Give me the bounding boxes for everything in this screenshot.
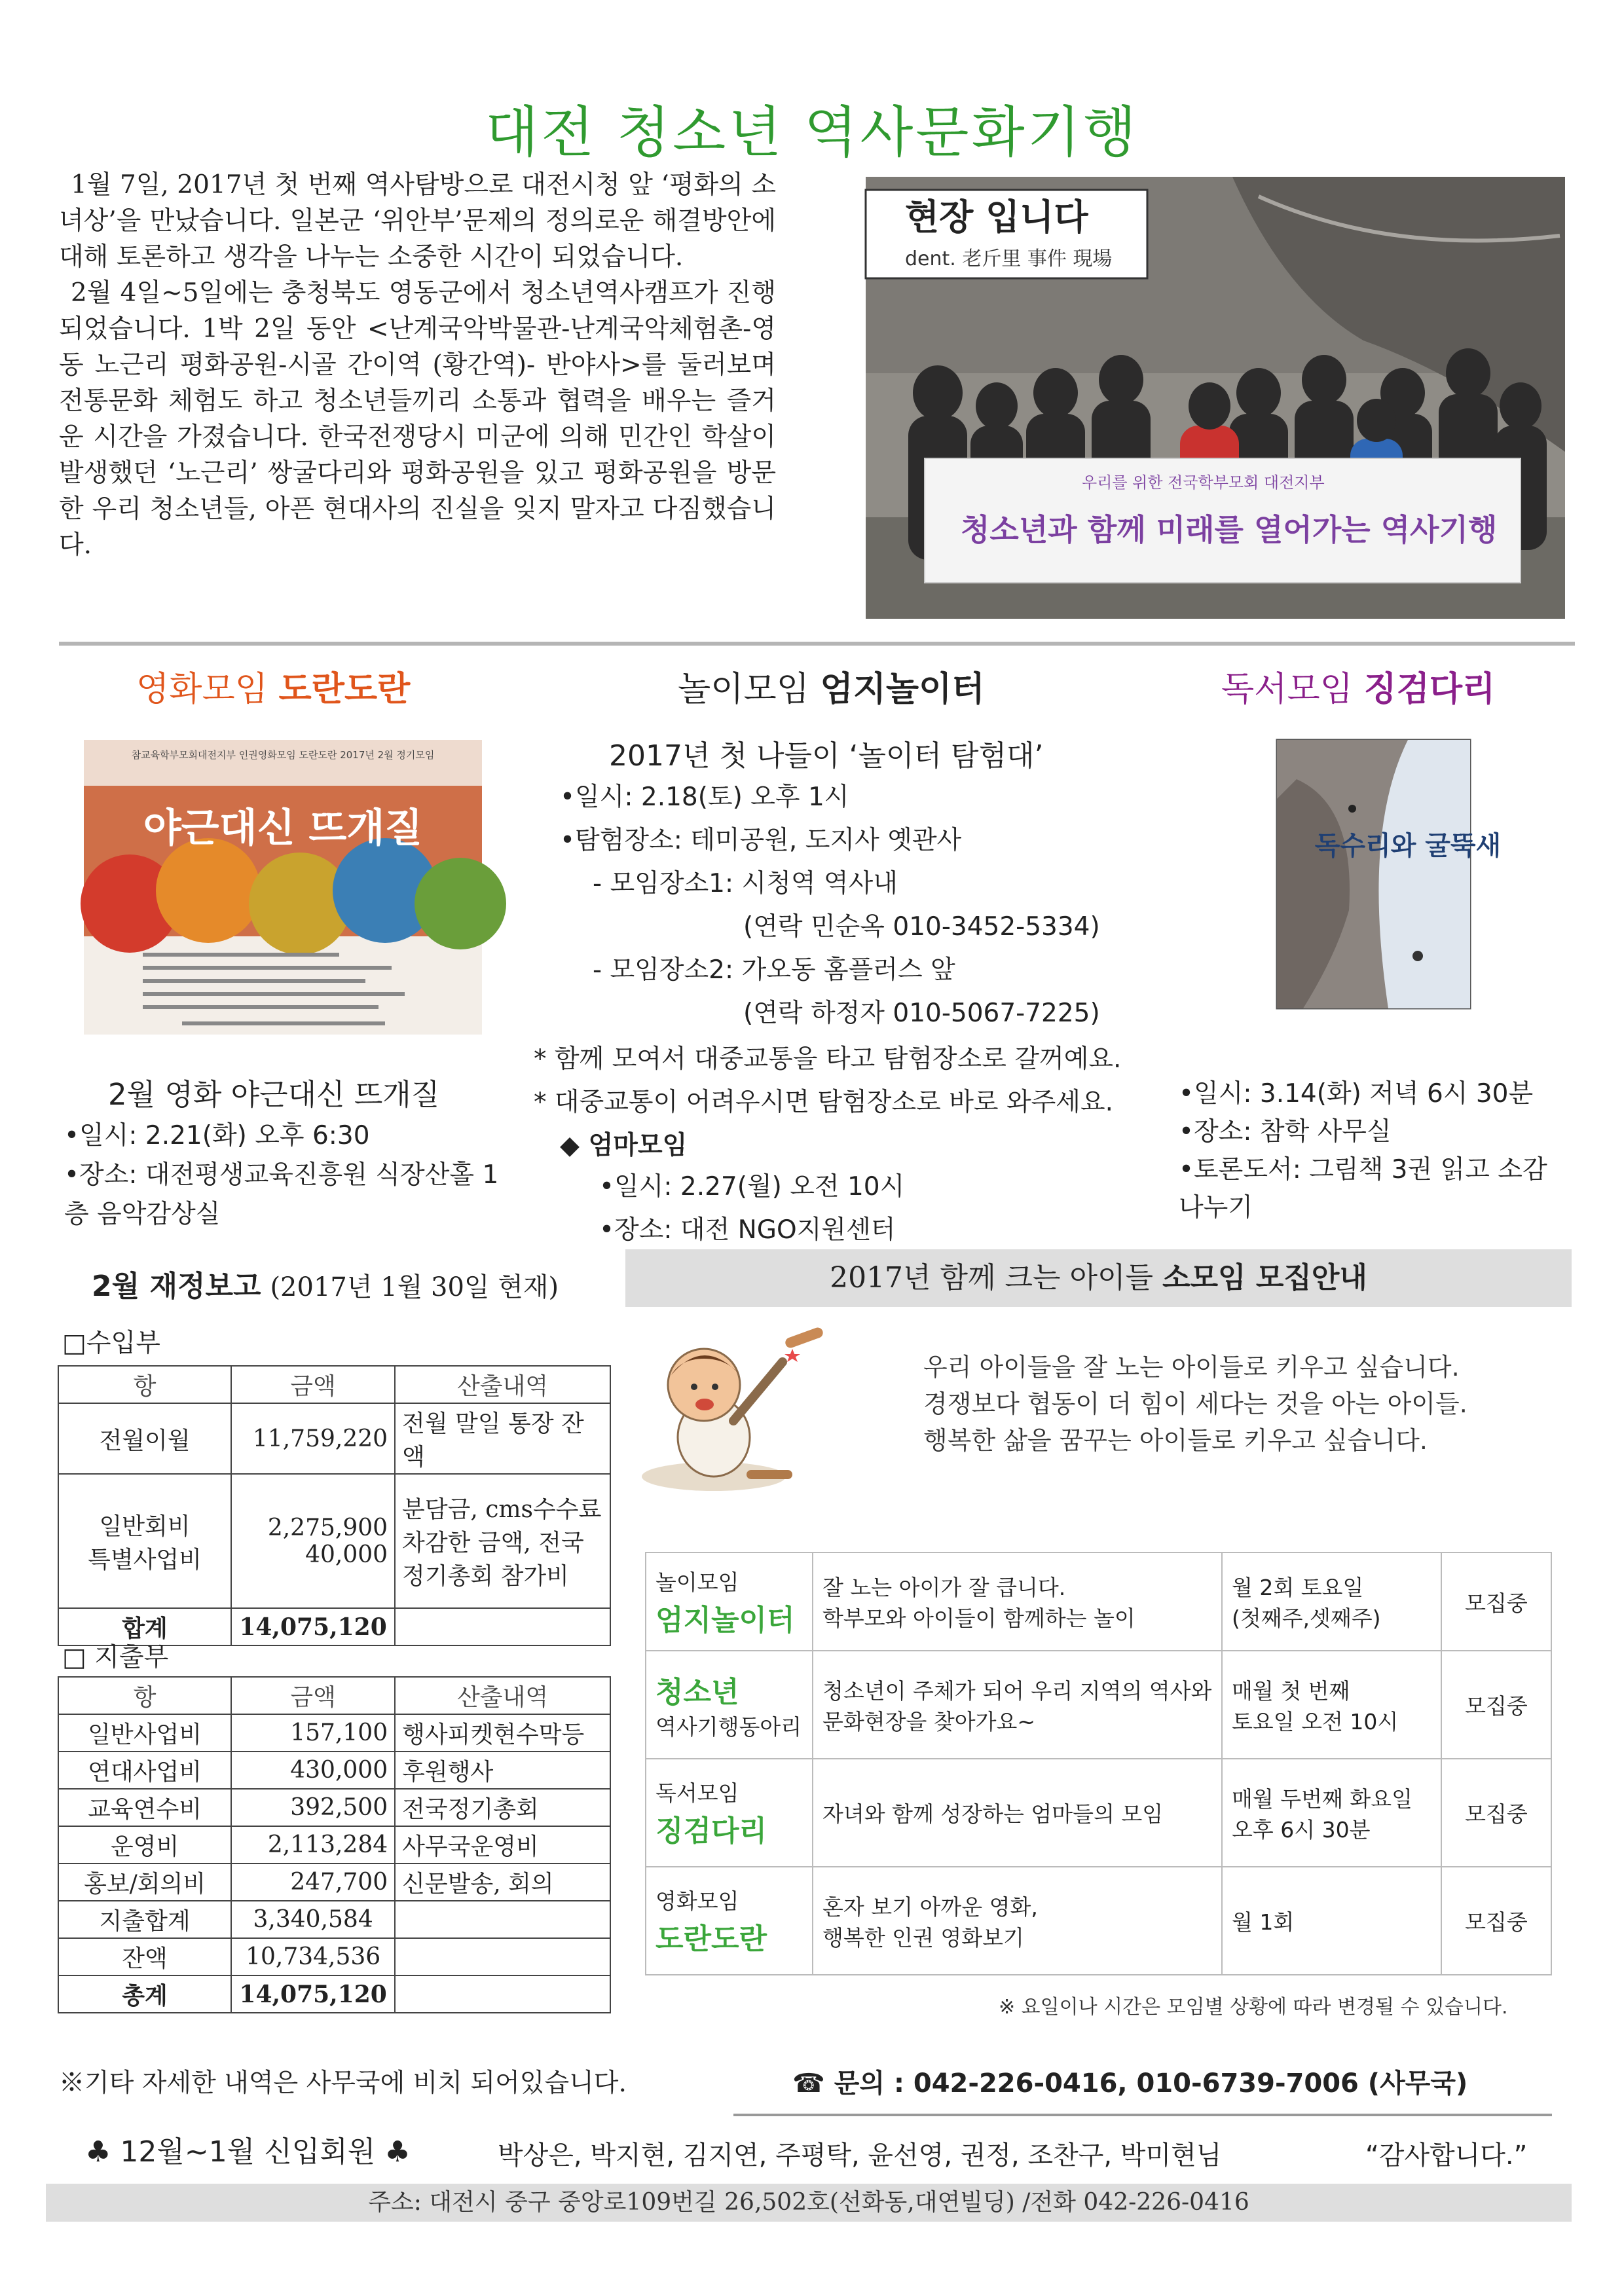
intro-paragraph-1: 1월 7일, 2017년 첫 번째 역사탐방으로 대전시청 앞 ‘평화의 소녀상’을 만났습니다. 일본군 ‘위안부’문제의 정의로운 해결방안에 대해 토론하고 생각을 나누는 소중한 시간이 되었습니다. [59, 170, 776, 272]
grand-total-row [58, 1975, 610, 2013]
finance-heading [92, 1262, 559, 1304]
book-place: •장소: 참학 사무실 [1179, 1117, 1392, 1147]
income-item: 일반회비 특별사업비 [58, 1474, 231, 1608]
mom-date: •일시: 2.27(월) 오전 10시 [599, 1172, 905, 1202]
contact-underline [733, 2114, 1552, 2116]
expense-subtotal-row [58, 1901, 610, 1938]
recruit-intro [923, 1349, 1467, 1459]
mom-group-title [560, 1125, 687, 1162]
play-detail-line: (연락 하정자 010-5067-7225) [743, 999, 1100, 1028]
recruit-group-cell [646, 1867, 813, 1975]
income-total-label: 합계 [58, 1608, 231, 1645]
recruit-desc: 자녀와 함께 성장하는 엄마들의 모임 [813, 1759, 1222, 1867]
play-note: * 함께 모여서 대중교통을 타고 탐험장소로 갈꺼예요. [534, 1044, 1122, 1074]
balance-value: 10,734,536 [231, 1938, 395, 1975]
recruit-group-type: 놀이모임 [655, 1569, 739, 1595]
diamond-icon: ◆ [560, 1131, 589, 1160]
play-detail-line: •일시: 2.18(토) 오후 1시 [560, 782, 849, 812]
table-header: 금액 [231, 1677, 395, 1714]
expense-note: 전국정기총회 [395, 1789, 610, 1826]
table-row [58, 1474, 610, 1608]
mom-group-title-text: 엄마모임 [588, 1131, 688, 1160]
table-row [58, 1789, 610, 1826]
recruit-group-type: 독서모임 [655, 1780, 739, 1806]
recruit-group-name: 도란도란 [655, 1922, 767, 1956]
recruit-desc: 잘 노는 아이가 잘 큽니다. 학부모와 아이들이 함께하는 놀이 [813, 1552, 1222, 1651]
recruit-note: ※ 요일이나 시간은 모임별 상황에 따라 변경될 수 있습니다. [999, 1996, 1508, 2019]
expense-note: 신문발송, 회의 [395, 1864, 610, 1901]
income-table [58, 1365, 611, 1646]
expense-item: 홍보/회의비 [58, 1864, 231, 1901]
expense-amount: 392,500 [231, 1789, 395, 1826]
table-row [58, 1864, 610, 1901]
movie-poster [84, 740, 482, 1035]
expense-note: 사무국운영비 [395, 1826, 610, 1864]
expense-amount: 157,100 [231, 1714, 395, 1752]
table-header: 금액 [231, 1366, 395, 1403]
group-photo-illustration [866, 177, 1565, 619]
play-detail-line: •탐험장소: 테미공원, 도지사 옛관사 [560, 826, 962, 855]
photo-banner-org: 우리를 위한 전국학부모회 대전지부 [1082, 473, 1325, 492]
section-divider [59, 642, 1575, 646]
expense-amount: 430,000 [231, 1752, 395, 1789]
recruit-group-type: 청소년 [655, 1676, 739, 1709]
mom-group-details [599, 1166, 904, 1252]
income-amount: 2,275,900 40,000 [231, 1474, 395, 1608]
expense-item: 교육연수비 [58, 1789, 231, 1826]
expense-amount: 247,700 [231, 1864, 395, 1901]
income-label: □수입부 [62, 1329, 160, 1358]
table-row [646, 1651, 1551, 1759]
recruit-when: 월 1회 [1222, 1867, 1441, 1975]
table-row [58, 1714, 610, 1752]
play-club-label: 놀이모임 [678, 670, 809, 709]
recruit-group-name: 징검다리 [655, 1814, 767, 1848]
table-row [58, 1826, 610, 1864]
table-header: 항 [58, 1366, 231, 1403]
table-row [58, 1403, 610, 1474]
recruit-bar-bold: 소모임 모집안내 [1162, 1261, 1367, 1294]
table-header: 항 [58, 1677, 231, 1714]
book-club-label: 독서모임 [1221, 670, 1353, 709]
play-club-heading [678, 661, 985, 710]
table-row [646, 1867, 1551, 1975]
book-topic: •토론도서: 그림책 3권 읽고 소감나누기 [1179, 1155, 1547, 1222]
recruit-bar-text [625, 1249, 1572, 1307]
movie-poster-image [84, 740, 482, 1035]
recruit-when: 매월 두번째 화요일 오후 6시 30분 [1222, 1759, 1441, 1867]
recruit-group-name: 역사기행동아리 [655, 1714, 802, 1740]
expense-item: 운영비 [58, 1826, 231, 1864]
recruit-status: 모집중 [1441, 1552, 1551, 1651]
recruit-intro-line: 우리 아이들을 잘 노는 아이들로 키우고 싶습니다. [923, 1353, 1460, 1382]
recruit-when: 월 2회 토요일 (첫째주,셋째주) [1222, 1552, 1441, 1651]
balance-row [58, 1938, 610, 1975]
group-photo [866, 177, 1565, 619]
recruit-status: 모집중 [1441, 1651, 1551, 1759]
footer-address: 주소: 대전시 중구 중앙로109번길 26,502호(선화동,대연빌딩) /전화 042-226-0416 [368, 2189, 1249, 2216]
book-club-name: 징검다리 [1363, 670, 1496, 709]
expense-header-row [58, 1677, 610, 1714]
play-detail-line: - 모임장소2: 가오동 홈플러스 앞 [593, 955, 955, 985]
new-members-names: 박상은, 박지현, 김지연, 주평탁, 윤선영, 권정, 조찬구, 박미현님 [498, 2140, 1222, 2171]
photo-sign-subtext: dent. 老斤里 事件 現場 [905, 248, 1113, 270]
play-subtitle: 2017년 첫 나들이 ‘놀이터 탐험대’ [609, 739, 1044, 773]
table-row [646, 1552, 1551, 1651]
recruit-bar-prefix: 2017년 함께 크는 아이들 [830, 1261, 1154, 1294]
intro-paragraph-2: 2월 4일~5일에는 충청북도 영동군에서 청소년역사캠프가 진행되었습니다. 1박 2일 동안 <난계국악박물관-난계국악체험촌-영동 노근리 평화공원-시골 간이역 (황간역)- 반야사>를 둘러보며 전통문화 체험도 하고 청소년들끼리 소통과 협력을 배우는 즐거운 시간을 가졌습니다. 한국전쟁당시 미군에 의해 민간인 학살이 발생했던 ‘노근리’ 쌍굴다리와 평화공원을 있고 평화공원을 방문한 우리 청소년들, 아픈 현대사의 진실을 잊지 말자고 다짐했습니다. [59, 278, 776, 560]
recruit-group-name: 엄지놀이터 [655, 1603, 795, 1637]
recruit-desc: 혼자 보기 아까운 영화, 행복한 인권 영화보기 [813, 1867, 1222, 1975]
movie-place: •장소: 대전평생교육진흥원 식장산홀 1층 음악감상실 [64, 1160, 499, 1229]
movie-date: •일시: 2.21(화) 오후 6:30 [64, 1121, 370, 1150]
book-details [1179, 1075, 1572, 1227]
expense-label: □ 지출부 [62, 1643, 169, 1672]
grand-total-label: 총계 [58, 1975, 231, 2013]
finance-title: 2월 재정보고 [92, 1270, 261, 1303]
recruit-status: 모집중 [1441, 1867, 1551, 1975]
recruit-status: 모집중 [1441, 1759, 1551, 1867]
recruit-table [645, 1552, 1552, 1975]
new-members-label: ♣ 12월~1월 신입회원 ♣ [85, 2135, 411, 2169]
movie-club-heading [136, 661, 410, 710]
expense-note: 후원행사 [395, 1752, 610, 1789]
play-details [560, 776, 1100, 1035]
table-row [646, 1759, 1551, 1867]
income-note: 전월 말일 통장 잔액 [395, 1403, 610, 1474]
play-detail-line: (연락 민순옥 010-3452-5334) [743, 912, 1100, 942]
expense-amount: 2,113,284 [231, 1826, 395, 1864]
intro-text [59, 167, 776, 563]
finance-footnote: ※기타 자세한 내역은 사무국에 비치 되어있습니다. [59, 2068, 627, 2098]
play-detail-line: - 모임장소1: 시청역 역사내 [593, 869, 898, 898]
expense-item: 일반사업비 [58, 1714, 231, 1752]
photo-sign-text: 현장 입니다 [905, 196, 1088, 238]
movie-club-label: 영화모임 [136, 670, 268, 709]
recruit-when: 매월 첫 번째 토요일 오전 10시 [1222, 1651, 1441, 1759]
recruit-intro-line: 행복한 삶을 꿈꾸는 아이들로 키우고 싶습니다. [923, 1426, 1428, 1455]
expense-subtotal-label: 지출합계 [58, 1901, 231, 1938]
recruit-group-cell [646, 1759, 813, 1867]
recruit-group-cell [646, 1651, 813, 1759]
photo-banner-main: 청소년과 함께 미래를 열어가는 역사기행 [961, 512, 1498, 547]
recruit-group-type: 영화모임 [655, 1888, 739, 1914]
contact-info: ☎ 문의 : 042-226-0416, 010-6739-7006 (사무국) [792, 2068, 1468, 2099]
movie-poster-small-text: 참교육학부모회대전지부 인권영화모임 도란도란 2017년 2월 정기모임 [131, 749, 435, 761]
movie-poster-title: 야근대신 뜨개질 [143, 805, 423, 851]
movie-subtitle: 2월 영화 야근대신 뜨개질 [108, 1077, 440, 1112]
book-club-heading [1221, 661, 1495, 710]
income-amount: 11,759,220 [231, 1403, 395, 1474]
child-illustration [635, 1323, 832, 1499]
finance-asof: (2017년 1월 30일 현재) [270, 1272, 559, 1302]
recruit-group-cell [646, 1552, 813, 1651]
movie-details [64, 1116, 523, 1234]
child-playing-icon [635, 1323, 832, 1499]
thanks-text: “감사합니다.” [1365, 2140, 1528, 2171]
table-row [58, 1752, 610, 1789]
income-header-row [58, 1366, 610, 1403]
recruit-desc: 청소년이 주체가 되어 우리 지역의 역사와 문화현장을 찾아가요~ [813, 1651, 1222, 1759]
table-header: 산출내역 [395, 1677, 610, 1714]
grand-total-value: 14,075,120 [231, 1975, 395, 2013]
play-notes [534, 1038, 1121, 1124]
footer-bar [46, 2184, 1572, 2222]
movie-club-name: 도란도란 [278, 670, 411, 709]
expense-note: 행사피켓현수막등 [395, 1714, 610, 1752]
expense-item: 연대사업비 [58, 1752, 231, 1789]
balance-label: 잔액 [58, 1938, 231, 1975]
income-note: 분담금, cms수수료 차감한 금액, 전국정기총회 참가비 [395, 1474, 610, 1608]
recruit-intro-line: 경쟁보다 협동이 더 힘이 세다는 것을 아는 아이들. [923, 1389, 1467, 1418]
book-cover [1277, 740, 1502, 1008]
recruit-bar [625, 1249, 1572, 1307]
expense-table [58, 1676, 611, 2013]
income-item: 전월이월 [58, 1403, 231, 1474]
income-total-value: 14,075,120 [231, 1608, 395, 1645]
book-cover-title: 독수리와 굴뚝새 [1314, 831, 1502, 861]
table-header: 산출내역 [395, 1366, 610, 1403]
play-note: * 대중교통이 어려우시면 탐험장소로 바로 와주세요. [534, 1088, 1114, 1117]
book-cover-image [1277, 740, 1502, 1008]
book-date: •일시: 3.14(화) 저녁 6시 30분 [1179, 1079, 1534, 1109]
page-title: 대전 청소년 역사문화기행 [485, 100, 1139, 164]
expense-subtotal-value: 3,340,584 [231, 1901, 395, 1938]
play-club-name: 엄지놀이터 [820, 670, 985, 709]
mom-place: •장소: 대전 NGO지원센터 [599, 1215, 896, 1245]
